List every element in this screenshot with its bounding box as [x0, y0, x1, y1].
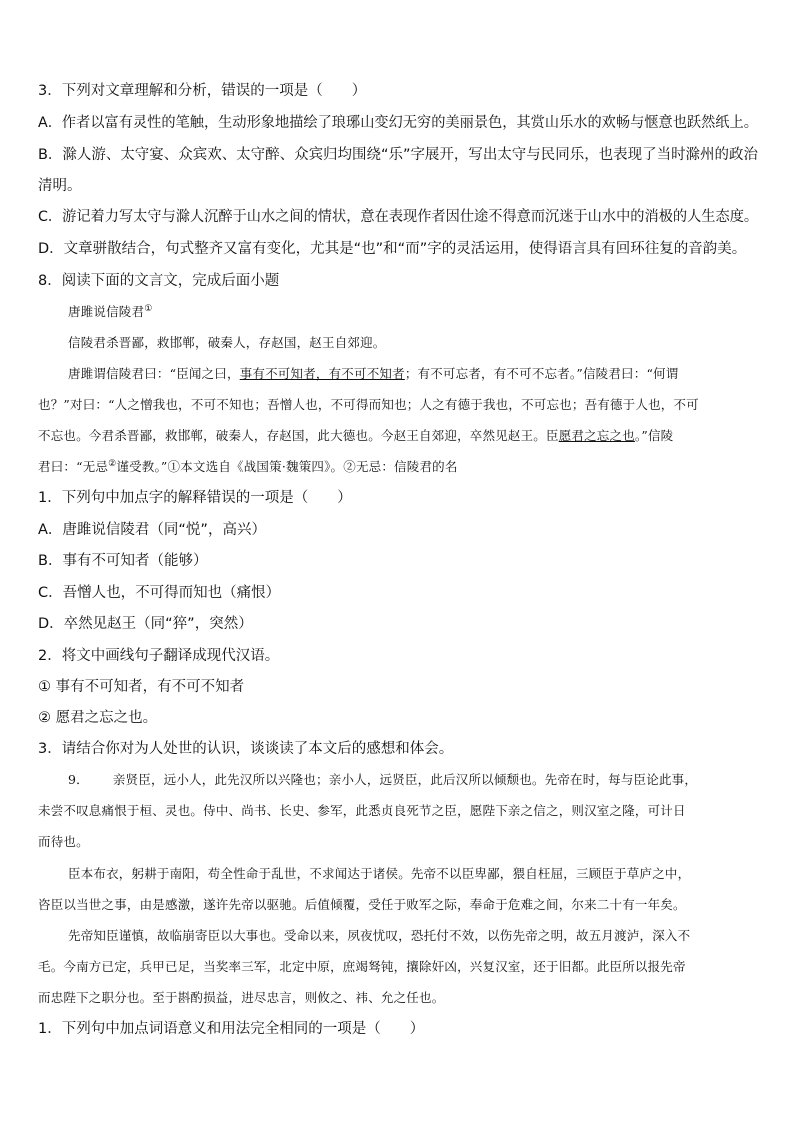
- question-9-line-3: 而待也。: [38, 834, 89, 849]
- question-9-line-8: 而忠陛下之职分也。至于斟酌损益，进尽忠言，则攸之、祎、允之任也。: [38, 990, 445, 1005]
- passage-title: [68, 303, 152, 321]
- passage-text: 谨受教。”①本文选自《战国策·魏策四》。②无忌：信陵君的名: [116, 459, 458, 474]
- question-9-line-1: [68, 771, 697, 789]
- question-9-line-5: 咨臣以当世之事，由是感激，遂许先帝以驱驰。后值倾覆，受任于败军之际，奉命于危难之间，尔来二十有一年矣。: [38, 897, 686, 912]
- passage-text: 君曰：“无忌: [38, 459, 109, 474]
- question-9-line-6: 先帝知臣谨慎，故临崩寄臣以大事也。受命以来，夙夜忧叹，恐托付不效，以伤先帝之明，故五月渡泸，深入不: [68, 928, 691, 943]
- question-9-line-2: 未尝不叹息痛恨于桓、灵也。侍中、尚书、长史、参军，此悉贞良死节之臣，愿陛下亲之信之，则汉室之隆，可计日: [38, 803, 686, 818]
- subquestion-2-item-2: ② 愿君之忘之也。: [38, 710, 158, 726]
- footnote-marker: ①: [144, 303, 153, 314]
- footnote-marker: ②: [108, 458, 117, 469]
- subquestion-2: 2．将文中画线句子翻译成现代汉语。: [38, 648, 280, 664]
- question-9-subquestion-1: 1．下列句中加点词语意义和用法完全相同的一项是（ ）: [38, 1021, 425, 1037]
- option-d: D．文章骈散结合，句式整齐又富有变化，尤其是“也”和“而”字的灵活运用，使得语言具有回环往复的音韵美。: [38, 241, 747, 257]
- subquestion-1-option-c: C．吾憎人也，不可得而知也（痛恨）: [38, 585, 281, 601]
- question-9-line-4: 臣本布衣，躬耕于南阳，苟全性命于乱世，不求闻达于诸侯。先帝不以臣卑鄙，猥自枉屈，三顾臣于草庐之中，: [68, 866, 691, 881]
- passage-text: 。”信陵: [634, 428, 674, 443]
- subquestion-1-option-b: B．事有不可知者（能够）: [38, 553, 208, 569]
- passage-text: ；有不可忘者，有不可不忘者。”信陵君曰：“何谓: [404, 366, 679, 381]
- passage-paragraph-2-line-1: [68, 365, 678, 383]
- subquestion-1-option-a: A．唐雎说信陵君（同“悦”，高兴）: [38, 522, 266, 538]
- underlined-sentence-1: 事有不可知者，有不可不知者: [239, 366, 405, 381]
- passage-paragraph-1: 信陵君杀晋鄙，救邯郸，破秦人，存赵国，赵王自郊迎。: [68, 335, 386, 350]
- question-9-number: 9．: [68, 772, 89, 787]
- option-a: A．作者以富有灵性的笔触，生动形象地描绘了琅琊山变幻无穷的美丽景色，其赏山乐水的欢畅与惬意也跃然纸上。: [38, 115, 758, 131]
- subquestion-2-item-1: ① 事有不可知者，有不可不知者: [38, 679, 245, 695]
- passage-paragraph-2-line-4: [38, 458, 458, 476]
- passage-title-text: 唐雎说信陵君: [68, 304, 145, 319]
- subquestion-1: 1．下列句中加点字的解释错误的一项是（ ）: [38, 490, 352, 506]
- question-9-line-7: 毛。今南方已定，兵甲已足，当奖率三军，北定中原，庶竭驽钝，攘除奸凶，兴复汉室，还于旧都。此臣所以报先帝: [38, 959, 686, 974]
- subquestion-1-option-d: D．卒然见赵王（同“猝”，突然）: [38, 616, 253, 632]
- question-3-stem: 3．下列对文章理解和分析，错误的一项是（ ）: [38, 83, 367, 99]
- passage-text: 不忘也。今君杀晋鄙，救邯郸，破秦人，存赵国，此大德也。今赵王自郊迎，卒然见赵王。臣: [38, 428, 559, 443]
- underlined-sentence-2: 愿君之忘之也: [558, 428, 635, 443]
- passage-paragraph-2-line-3: [38, 427, 673, 445]
- option-b-continued: 清明。: [38, 178, 82, 194]
- option-c: C．游记着力写太守与滁人沉醉于山水之间的情状，意在表现作者因仕途不得意而沉迷于山水中的消极的人生态度。: [38, 209, 759, 225]
- passage-paragraph-2-line-2: 也？”对曰：“人之憎我也，不可不知也；吾憎人也，不可得而知也；人之有德于我也，不可忘也；吾有德于人也，不可: [38, 397, 699, 412]
- passage-text: 亲贤臣，远小人，此先汉所以兴隆也；亲小人，远贤臣，此后汉所以倾颓也。先帝在时，每与臣论此事，: [112, 772, 698, 787]
- passage-text: 唐雎谓信陵君曰：“臣闻之曰，: [68, 366, 240, 381]
- question-8-heading: 8．阅读下面的文言文，完成后面小题: [38, 273, 280, 289]
- option-b: B．滁人游、太守宴、众宾欢、太守醉、众宾归均围绕“乐”字展开，写出太守与民同乐，也表现了当时滁州的政治: [38, 147, 758, 163]
- subquestion-3: 3．请结合你对为人处世的认识，谈谈读了本文后的感想和体会。: [38, 741, 454, 757]
